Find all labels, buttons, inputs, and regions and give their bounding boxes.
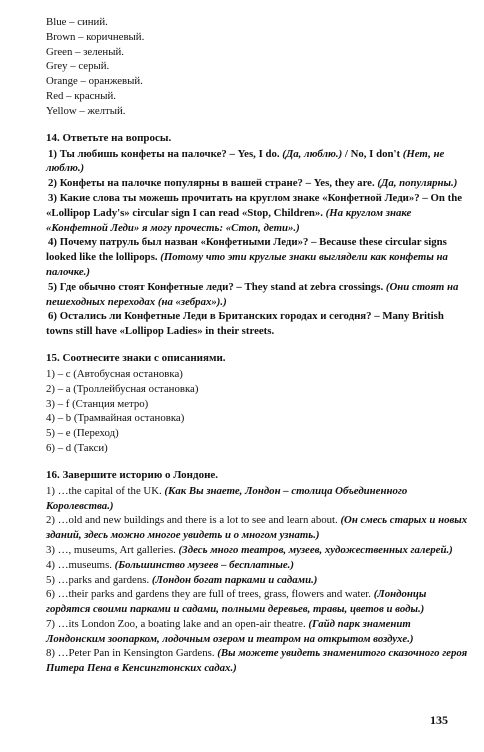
answer: – On the «Lollipop Lady's» circular sign I can read «Stop, Children». [46,191,462,219]
exercise-16-body [46,484,468,676]
page-number: 135 [430,713,448,727]
match-item: 5) – e (Переход) [46,427,119,440]
story-item [46,587,468,617]
color-item: Brown – коричневый. [46,30,145,43]
answer: Many British towns still have «Lollipop Ladies» in their streets. [46,310,444,338]
match-item: 4) – b (Трамвайная остановка) [46,412,185,425]
answer: 7) …its London Zoo, a boating lake and an open-air theatre. [46,617,306,630]
color-item: Yellow – желтый. [46,104,126,117]
answer: 6) …their parks and gardens they are full of trees, grass, flowers and water. [46,588,371,601]
story-item [46,484,468,514]
color-item: Grey – серый. [46,60,110,73]
story-item [46,617,468,647]
qa-item [46,280,468,310]
story-item [46,513,468,543]
exercise-15-title: 15. Соотнесите знаки с описаниями. [46,351,226,364]
question: 1) Ты любишь конфеты на палочке? – [48,147,235,160]
question: 4) Почему патруль был назван «Конфетными Леди»? [48,236,309,249]
match-item: 6) – d (Такси) [46,441,108,454]
story-item [46,573,468,588]
question: 3) Какие слова ты можешь прочитать на круглом знаке «Конфетной Леди»? [48,191,420,204]
translation: (Гайд парк знаменит Лондонским зоопарком, лодочным озером и театром на открытом воздухе.) [46,617,414,645]
answer: Yes, I do. [234,147,280,160]
qa-item [46,309,468,339]
color-item: Green – зеленый. [46,45,124,58]
translation: (На круглом знаке «Конфетной Леди» я могу прочесть: «Стоп, дети».) [46,206,412,234]
translation: (Лондонцы гордятся своими парками и садами, полными деревьев, травы, цветов и воды.) [46,588,427,616]
exercise-15-body [46,367,468,456]
translation: (Нет, не люблю.) [46,147,445,175]
story-item [46,646,468,676]
answer: / No, I don't [342,147,401,160]
story-item [46,558,468,573]
answer: – Because these circular signs looked like the lollipops. [46,236,447,264]
exercise-14-body [46,147,468,339]
match-item: 3) – f (Станция метро) [46,397,149,410]
exercise-14-title: 14. Ответьте на вопросы. [46,131,172,144]
question: 5) Где обычно стоят Конфетные леди? – [48,280,242,293]
question: 2) Конфеты на палочке популярны в вашей стране? – [48,177,311,190]
story-item [46,543,468,558]
color-list [46,15,468,119]
translation: (Как Вы знаете, Лондон – столица Объединенного Королевства.) [46,484,408,512]
color-item: Blue – синий. [46,16,108,28]
answer: They stand at zebra crossings. [241,280,384,293]
match-item: 2) – a (Троллейбусная остановка) [46,382,199,395]
qa-item [46,191,468,235]
qa-item [46,176,468,191]
translation: (Вы можете увидеть знаменитого сказочного героя Питера Пена в Кенсингтонских садах.) [46,647,468,675]
color-item: Orange – оранжевый. [46,75,143,88]
answer: 2) …old and new buildings and there is a lot to see and learn about. [46,514,338,527]
question: 6) Остались ли Конфетные Леди в Британских городах и сегодня? – [48,310,380,323]
answer: 1) …the capital of the UK. [46,484,162,497]
answer: 8) …Peter Pan in Kensington Gardens. [46,647,215,660]
translation: (Они стоят на пешеходных переходах (на «зебрах»).) [46,280,459,308]
match-item: 1) – c (Автобусная остановка) [46,367,183,380]
answer: 5) …parks and gardens. [46,573,150,586]
translation: (Лондон богат парками и садами.) [149,573,318,586]
translation: (Здесь много театров, музеев, художественных галерей.) [175,543,453,556]
exercise-16-title: 16. Завершите историю о Лондоне. [46,468,219,481]
translation: (Да, люблю.) [279,147,343,160]
answer: 3) …, museums, Art galleries. [46,543,176,556]
answer: 4) …museums. [46,558,112,571]
answer: Yes, they are. [311,177,375,190]
translation: (Да, популярны.) [374,177,458,190]
translation: (Большинство музеев – бесплатные.) [111,558,294,571]
color-item: Red – красный. [46,89,116,102]
qa-item [46,147,468,177]
translation: (Потому что эти круглые знаки выглядели как конфеты на палочке.) [46,251,448,278]
qa-item [46,235,468,279]
translation: (Он смесь старых и новых зданий, здесь можно многое увидеть и о многом узнать.) [46,514,468,542]
